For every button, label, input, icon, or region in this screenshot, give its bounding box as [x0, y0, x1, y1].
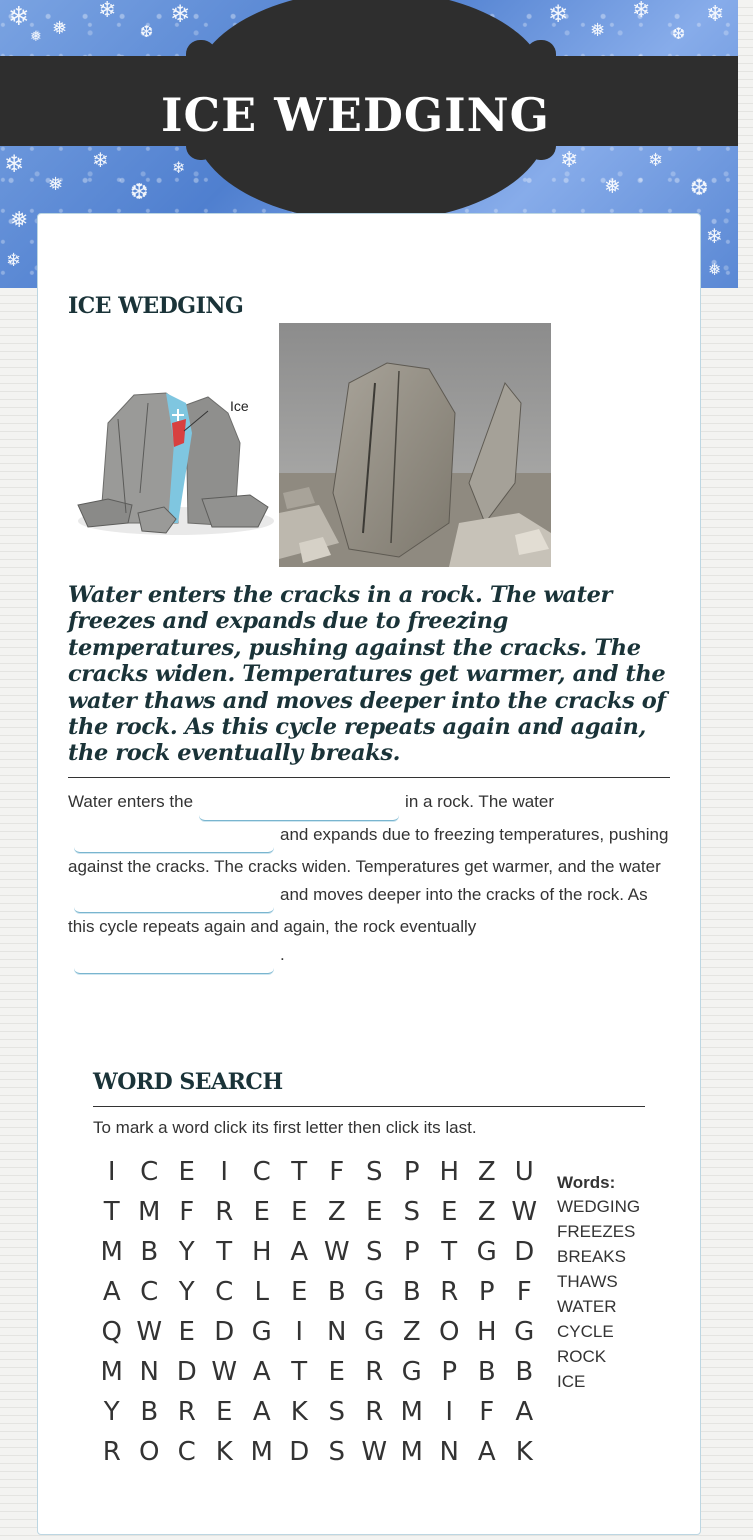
grid-letter[interactable]: E [291, 1197, 308, 1227]
grid-row [93, 1312, 543, 1352]
snowflake-icon: ❄ [6, 250, 22, 271]
grid-letter[interactable]: R [215, 1197, 234, 1227]
diagram-label: Ice [230, 398, 249, 414]
grid-row [93, 1272, 543, 1312]
grid-letter[interactable]: E [291, 1277, 308, 1307]
grid-letter[interactable]: B [140, 1237, 159, 1267]
snowflake-icon: ❄ [632, 0, 651, 23]
grid-letter[interactable]: B [515, 1357, 534, 1387]
grid-row [93, 1352, 543, 1392]
grid-letter[interactable]: F [329, 1157, 345, 1187]
grid-letter[interactable]: W [323, 1237, 350, 1267]
grid-letter[interactable]: E [253, 1197, 270, 1227]
grid-letter[interactable]: G [364, 1317, 385, 1347]
grid-letter[interactable]: S [328, 1397, 345, 1427]
grid-letter[interactable]: D [514, 1237, 535, 1267]
fill-in-text: in a rock. The water [405, 792, 555, 811]
grid-letter[interactable]: G [251, 1317, 272, 1347]
grid-letter[interactable]: F [479, 1397, 495, 1427]
grid-row [93, 1152, 543, 1192]
grid-letter[interactable]: A [515, 1397, 534, 1427]
grid-letter[interactable]: A [102, 1277, 121, 1307]
grid-letter[interactable]: M [100, 1237, 123, 1267]
grid-letter[interactable]: G [401, 1357, 422, 1387]
grid-letter[interactable]: Z [477, 1157, 496, 1187]
grid-letter[interactable]: R [440, 1277, 459, 1307]
grid-letter[interactable]: A [477, 1437, 496, 1467]
fill-in-text: Water enters the [68, 792, 194, 811]
grid-letter[interactable]: M [400, 1397, 423, 1427]
grid-letter[interactable]: C [140, 1157, 159, 1187]
word-list-item: CYCLE [557, 1322, 614, 1341]
snowflake-icon: ❅ [604, 174, 621, 198]
snowflake-icon: ❄ [92, 148, 109, 172]
grid-letter[interactable]: I [295, 1317, 304, 1347]
grid-letter[interactable]: G [514, 1317, 535, 1347]
grid-letter[interactable]: C [140, 1277, 159, 1307]
snowflake-icon: ❅ [48, 174, 64, 195]
grid-letter[interactable]: S [403, 1197, 420, 1227]
grid-letter[interactable]: Y [178, 1237, 195, 1267]
grid-letter[interactable]: A [290, 1237, 309, 1267]
rock-diagram-illustration [68, 323, 278, 567]
snowflake-icon: ❄ [170, 0, 191, 28]
grid-letter[interactable]: W [361, 1437, 388, 1467]
split-rock-image [279, 323, 551, 567]
grid-letter[interactable]: D [289, 1437, 310, 1467]
grid-letter[interactable]: U [514, 1157, 534, 1187]
blank-input-4[interactable] [74, 951, 274, 974]
grid-letter[interactable]: I [107, 1157, 116, 1187]
grid-letter[interactable]: Q [101, 1317, 122, 1347]
grid-letter[interactable]: W [136, 1317, 163, 1347]
grid-letter[interactable]: T [441, 1237, 458, 1267]
grid-row [93, 1192, 543, 1232]
grid-letter[interactable]: P [441, 1357, 458, 1387]
blank-input-1[interactable] [199, 798, 399, 821]
word-search-divider [93, 1106, 645, 1107]
grid-letter[interactable]: W [511, 1197, 538, 1227]
snowflake-icon: ❅ [10, 208, 29, 233]
grid-letter[interactable]: S [365, 1157, 383, 1187]
grid-letter[interactable]: R [365, 1397, 384, 1427]
snowflake-icon: ❆ [130, 180, 149, 205]
grid-letter[interactable]: Z [477, 1197, 496, 1227]
grid-letter[interactable]: W [211, 1357, 238, 1387]
explanation-paragraph: Water enters the cracks in a rock. The water freezes and expands due to freezing temperatures, pushing against the cracks. The cracks widen. Temperatures get warmer, and the water thaws and moves deeper into the cracks of the rock. As this cycle repeats again and again, the rock eventually breaks. [68, 582, 666, 767]
grid-letter[interactable]: M [400, 1437, 423, 1467]
word-search-instructions: To mark a word click its first letter then click its last. [93, 1118, 477, 1137]
grid-letter[interactable]: L [254, 1277, 269, 1307]
grid-letter[interactable]: G [476, 1237, 497, 1267]
snowflake-icon: ❅ [708, 260, 722, 279]
grid-letter[interactable]: B [327, 1277, 346, 1307]
word-list-item: FREEZES [557, 1222, 636, 1241]
grid-letter[interactable]: O [439, 1317, 460, 1347]
grid-letter[interactable]: M [138, 1197, 161, 1227]
grid-letter[interactable]: T [291, 1357, 308, 1387]
word-list-item: ICE [557, 1372, 586, 1391]
snowflake-icon: ❄ [706, 2, 725, 27]
grid-letter[interactable]: F [516, 1277, 532, 1307]
word-list-label: Words: [557, 1173, 616, 1192]
section-divider [68, 777, 670, 778]
grid-letter[interactable]: T [291, 1157, 308, 1187]
grid-letter[interactable]: C [252, 1157, 271, 1187]
grid-letter[interactable]: A [252, 1397, 271, 1427]
grid-letter[interactable]: E [216, 1397, 233, 1427]
grid-letter[interactable]: E [441, 1197, 458, 1227]
grid-letter[interactable]: Z [402, 1317, 421, 1347]
grid-letter[interactable]: E [178, 1317, 195, 1347]
fill-in-text: and moves deeper into the cracks of the rock. As this cycle repeats again and again, the rock eventually [68, 884, 648, 937]
grid-letter[interactable]: K [215, 1437, 233, 1467]
grid-letter[interactable]: H [476, 1317, 497, 1347]
grid-letter[interactable]: D [214, 1317, 235, 1347]
grid-letter[interactable]: M [250, 1437, 273, 1467]
blank-input-3[interactable] [74, 890, 274, 913]
grid-letter[interactable]: K [515, 1437, 533, 1467]
grid-letter[interactable]: H [251, 1237, 272, 1267]
grid-letter[interactable]: O [139, 1437, 160, 1467]
grid-letter[interactable]: Y [103, 1397, 120, 1427]
word-search-grid [93, 1152, 543, 1472]
word-list [557, 1173, 640, 1394]
snowflake-icon: ❄ [172, 158, 186, 177]
grid-letter[interactable]: N [327, 1317, 347, 1347]
grid-letter[interactable]: N [439, 1437, 459, 1467]
blank-input-2[interactable] [74, 830, 274, 853]
grid-letter[interactable]: D [176, 1357, 197, 1387]
snowflake-icon: ❅ [52, 18, 68, 39]
snowflake-icon: ❄ [560, 148, 579, 173]
grid-letter[interactable]: E [328, 1357, 345, 1387]
grid-letter[interactable]: A [252, 1357, 271, 1387]
grid-letter[interactable]: T [103, 1197, 120, 1227]
grid-letter[interactable]: P [403, 1157, 420, 1187]
grid-letter[interactable]: H [439, 1157, 460, 1187]
grid-letter[interactable]: I [445, 1397, 454, 1427]
snowflake-icon: ❅ [590, 20, 606, 41]
snowflake-icon: ❄ [648, 150, 664, 171]
snowflake-icon: ❄ [706, 224, 723, 248]
snowflake-icon: ❄ [8, 2, 30, 32]
grid-row [93, 1392, 543, 1432]
word-list-item: ROCK [557, 1347, 607, 1366]
grid-letter[interactable]: R [177, 1397, 196, 1427]
grid-letter[interactable]: C [177, 1437, 196, 1467]
word-search-title: WORD SEARCH [93, 1069, 283, 1095]
snowflake-icon: ❄ [98, 0, 117, 23]
grid-letter[interactable]: P [478, 1277, 495, 1307]
grid-letter[interactable]: G [364, 1277, 385, 1307]
grid-letter[interactable]: P [403, 1237, 420, 1267]
snowflake-icon: ❄ [548, 0, 569, 28]
snowflake-icon: ❄ [4, 150, 25, 178]
grid-letter[interactable]: B [402, 1277, 421, 1307]
grid-row [93, 1232, 543, 1272]
grid-letter[interactable]: I [220, 1157, 229, 1187]
split-rock-photo [279, 323, 551, 567]
grid-letter[interactable]: R [102, 1437, 121, 1467]
fill-in-text: . [280, 945, 285, 965]
grid-letter[interactable]: Y [178, 1277, 195, 1307]
grid-letter[interactable]: M [100, 1357, 123, 1387]
grid-letter[interactable]: S [365, 1237, 383, 1267]
word-list-item: WEDGING [557, 1197, 641, 1216]
snowflake-icon: ❆ [690, 176, 709, 201]
grid-letter[interactable]: R [365, 1357, 384, 1387]
grid-letter[interactable]: E [366, 1197, 383, 1227]
grid-letter[interactable]: F [179, 1197, 195, 1227]
grid-letter[interactable]: B [477, 1357, 496, 1387]
snowflake-icon: ❅ [30, 29, 42, 45]
snowflake-icon: ❆ [672, 24, 686, 43]
grid-letter[interactable]: Z [327, 1197, 346, 1227]
grid-letter[interactable]: T [216, 1237, 233, 1267]
grid-letter[interactable]: E [178, 1157, 195, 1187]
grid-letter[interactable]: S [328, 1437, 345, 1467]
section-title: ICE WEDGING [68, 293, 244, 319]
grid-row [93, 1432, 543, 1472]
grid-letter[interactable]: B [140, 1397, 159, 1427]
grid-letter[interactable]: K [290, 1397, 308, 1427]
fill-in-paragraph [68, 788, 678, 974]
page-title: ICE WEDGING [161, 88, 550, 142]
fill-in-text: and expands due to freezing temperatures, pushing against the cracks. The cracks widen. Temperatures get warmer, and the water [68, 824, 669, 876]
word-list-item: THAWS [557, 1272, 618, 1291]
word-list-item: BREAKS [557, 1247, 626, 1266]
grid-letter[interactable]: C [215, 1277, 234, 1307]
ice-wedging-diagram [68, 323, 278, 567]
snowflake-icon: ❆ [140, 22, 154, 41]
grid-letter[interactable]: N [139, 1357, 159, 1387]
word-list-item: WATER [557, 1297, 617, 1316]
